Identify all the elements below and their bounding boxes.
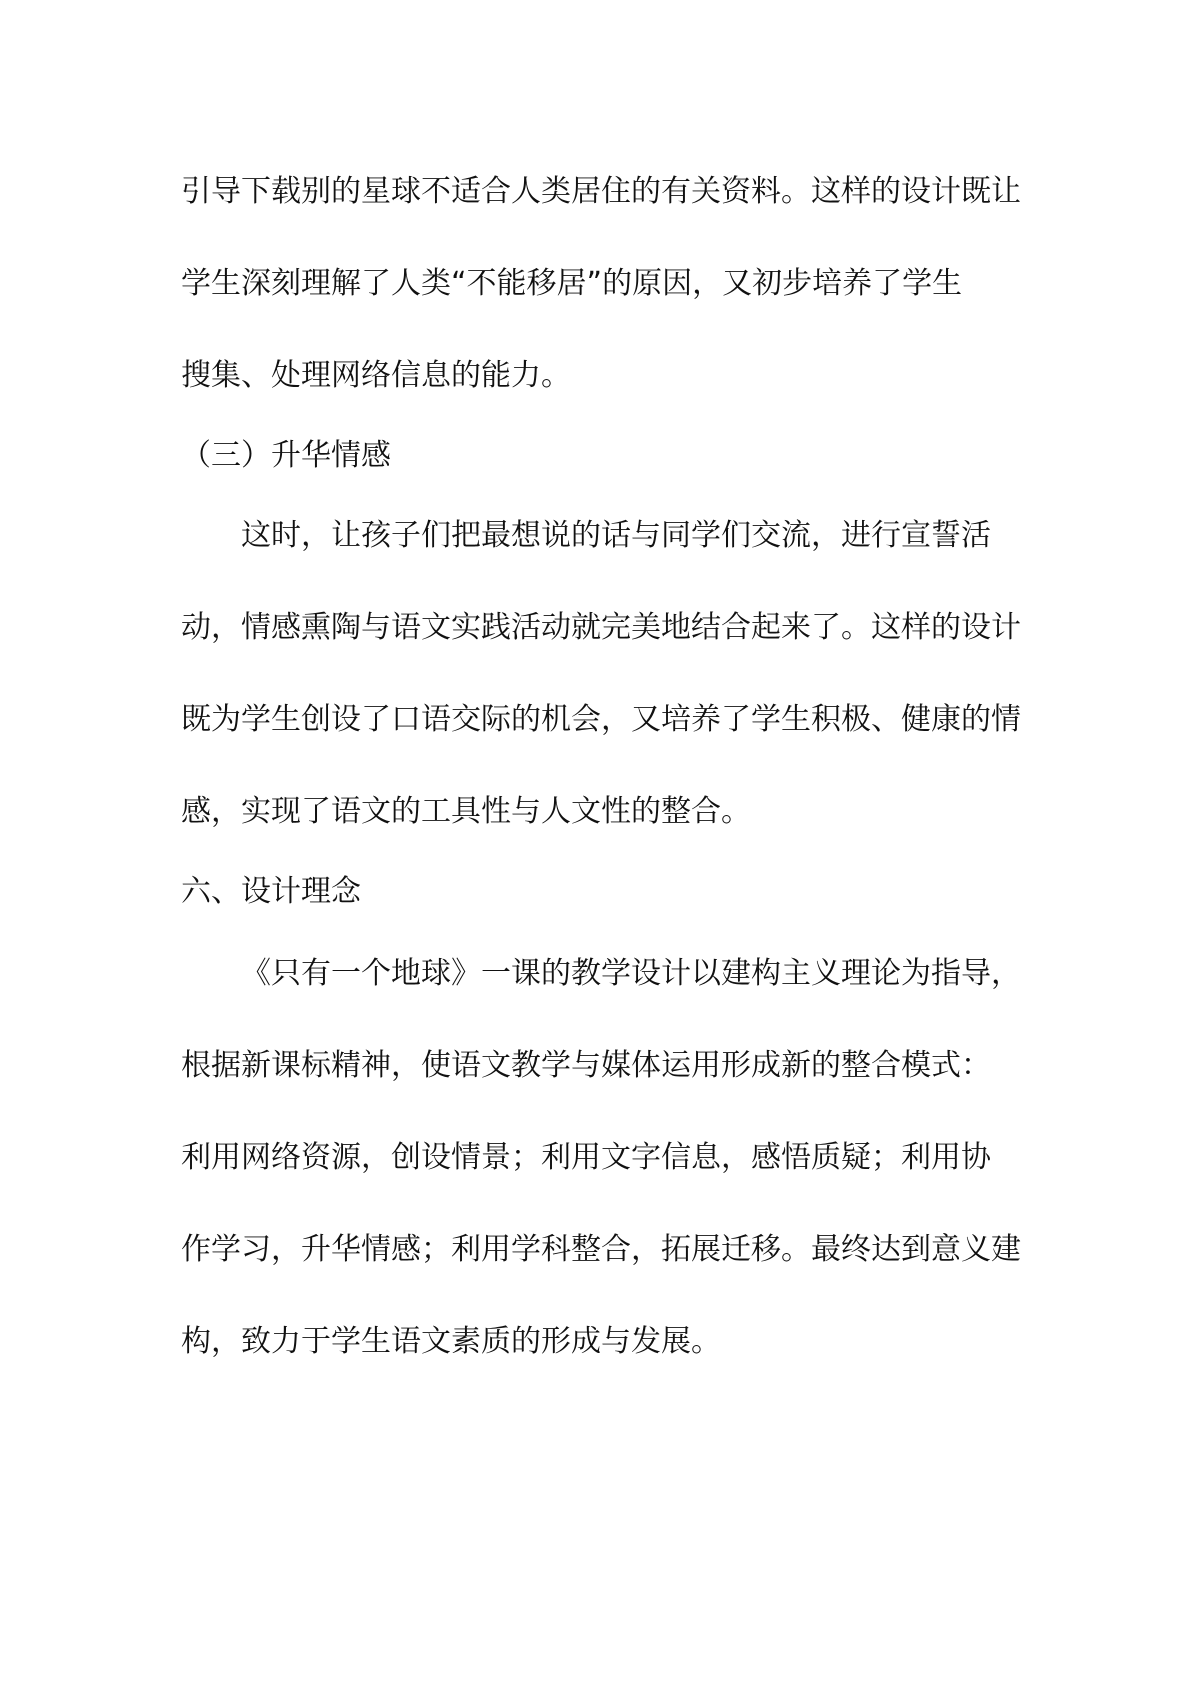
paragraph-line: 作学习，升华情感；利用学科整合，拓展迁移。最终达到意义建 <box>181 1232 1021 1267</box>
paragraph-line: 搜集、处理网络信息的能力。 <box>181 358 571 393</box>
section-heading-design-concept: 六、设计理念 <box>181 874 361 909</box>
paragraph-line: 既为学生创设了口语交际的机会，又培养了学生积极、健康的情 <box>181 702 1021 737</box>
paragraph-line: 动，情感熏陶与语文实践活动就完美地结合起来了。这样的设计 <box>181 610 1021 645</box>
paragraph-line: 感，实现了语文的工具性与人文性的整合。 <box>181 794 751 829</box>
paragraph-line: 《只有一个地球》一课的教学设计以建构主义理论为指导， <box>241 956 1021 991</box>
paragraph-line: 引导下载别的星球不适合人类居住的有关资料。这样的设计既让 <box>181 174 1021 209</box>
paragraph-line: 根据新课标精神，使语文教学与媒体运用形成新的整合模式： <box>181 1048 991 1083</box>
paragraph-line: 构，致力于学生语文素质的形成与发展。 <box>181 1324 721 1359</box>
paragraph-line: 这时，让孩子们把最想说的话与同学们交流，进行宣誓活 <box>241 518 991 553</box>
paragraph-line: 利用网络资源，创设情景；利用文字信息，感悟质疑；利用协 <box>181 1140 991 1175</box>
paragraph-line: 学生深刻理解了人类“不能移居”的原因，又初步培养了学生 <box>181 266 963 301</box>
section-heading-sublimate-emotion: （三）升华情感 <box>181 438 391 473</box>
